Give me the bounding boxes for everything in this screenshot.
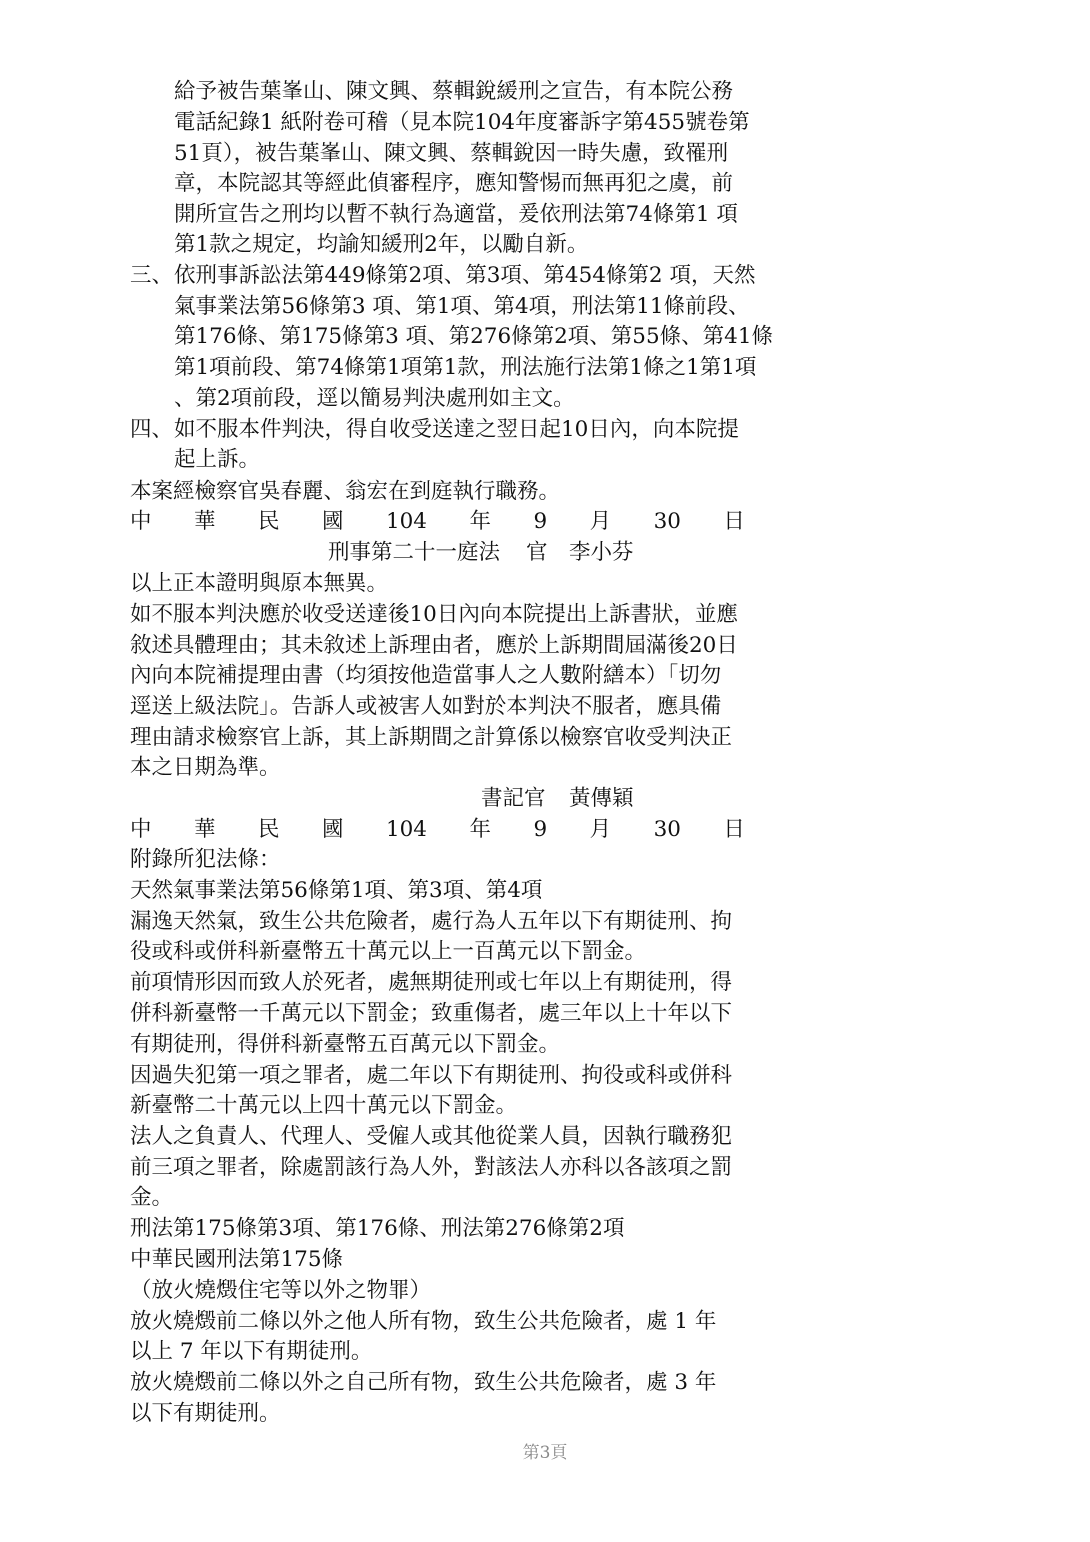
appendix-heading: 附錄所犯法條： xyxy=(130,847,281,872)
paragraph-line: 第1款之規定，均諭知緩刑2年，以勵自新。 xyxy=(174,232,589,257)
date-year: 104 xyxy=(385,509,427,534)
appendix-line: 役或科或併科新臺幣五十萬元以上一百萬元以下罰金。 xyxy=(130,939,647,964)
date-char: 月 xyxy=(589,509,612,534)
appendix-line: 金。 xyxy=(130,1185,174,1210)
appeal-notice-line: 如不服本判決應於收受送達後10日內向本院提出上訴書狀，並應 xyxy=(130,602,738,627)
appeal-notice-line: 逕送上級法院」。告訴人或被害人如對於本判決不服者，應具備 xyxy=(130,694,722,719)
clerk-title: 書記官 xyxy=(481,786,546,811)
appendix-line: 因過失犯第一項之罪者，處二年以下有期徒刑、拘役或科或併科 xyxy=(130,1063,733,1088)
appendix-line: 中華民國刑法第175條 xyxy=(130,1247,344,1272)
item-number-3: 三、 xyxy=(130,263,174,288)
date-char: 年 xyxy=(469,817,491,842)
appendix-line: 前三項之罪者，除處罰該行為人外，對該法人亦科以各該項之罰 xyxy=(130,1155,733,1180)
appendix-line: 有期徒刑，得併科新臺幣五百萬元以下罰金。 xyxy=(130,1032,561,1057)
paragraph-line: 開所宣告之刑均以暫不執行為適當，爰依刑法第74條第1 項 xyxy=(174,202,738,227)
date-char: 華 xyxy=(193,817,216,842)
certify-line: 以上正本證明與原本無異。 xyxy=(130,571,389,596)
appendix-line: 漏逸天然氣，致生公共危險者，處行為人五年以下有期徒刑、拘 xyxy=(130,909,733,934)
appendix-line: （放火燒燬住宅等以外之物罪） xyxy=(130,1278,432,1303)
clerk-name: 黃傳穎 xyxy=(569,786,634,811)
date-char: 國 xyxy=(321,509,344,534)
judge-title: 官 xyxy=(526,540,548,565)
item-3-line: 依刑事訴訟法第449條第2項、第3項、第454條第2 項，天然 xyxy=(174,263,756,288)
date-char: 月 xyxy=(589,817,612,842)
date-year: 104 xyxy=(385,817,427,842)
appeal-notice-line: 敘述具體理由；其未敘述上訴理由者，應於上訴期間屆滿後20日 xyxy=(130,633,738,658)
item-3-line: 第176條、第175條第3 項、第276條第2項、第55條、第41條 xyxy=(174,324,774,349)
prosecutor-line: 本案經檢察官吳春麗、翁宏在到庭執行職務。 xyxy=(130,479,561,504)
appendix-line: 放火燒燬前二條以外之他人所有物，致生公共危險者，處 1 年 xyxy=(130,1309,717,1334)
paragraph-line: 給予被告葉峯山、陳文興、蔡輯銳緩刑之宣告，有本院公務 xyxy=(174,79,734,104)
appendix-line: 天然氣事業法第56條第1項、第3項、第4項 xyxy=(130,878,543,903)
date-char: 民 xyxy=(257,509,280,534)
item-3-line: 第1項前段、第74條第1項第1款，刑法施行法第1條之1第1項 xyxy=(174,355,757,380)
date-char: 華 xyxy=(193,509,216,534)
date-char: 年 xyxy=(469,509,491,534)
date-day: 30 xyxy=(653,509,681,534)
date-char: 中 xyxy=(130,509,152,534)
appeal-notice-line: 理由請求檢察官上訴，其上訴期間之計算係以檢察官收受判決正 xyxy=(130,725,733,750)
date-month: 9 xyxy=(533,509,548,534)
appendix-line: 放火燒燬前二條以外之自己所有物，致生公共危險者，處 3 年 xyxy=(130,1370,717,1395)
appendix-line: 刑法第175條第3項、第176條、刑法第276條第2項 xyxy=(130,1216,625,1241)
date-day: 30 xyxy=(653,817,681,842)
court-name: 刑事第二十一庭法 xyxy=(328,540,501,565)
appendix-line: 併科新臺幣一千萬元以下罰金；致重傷者，處三年以上十年以下 xyxy=(130,1001,733,1026)
item-3-line: 氣事業法第56條第3 項、第1項、第4項，刑法第11條前段、 xyxy=(174,294,750,319)
date-month: 9 xyxy=(533,817,548,842)
date-char: 民 xyxy=(257,817,280,842)
date-char: 中 xyxy=(130,817,152,842)
appendix-line: 以上 7 年以下有期徒刑。 xyxy=(130,1339,373,1364)
date-char: 日 xyxy=(723,817,745,842)
paragraph-line: 電話紀錄1 紙附卷可稽（見本院104年度審訴字第455號卷第 xyxy=(174,110,750,135)
page-number: 第3頁 xyxy=(522,1443,568,1463)
judgment-date xyxy=(130,507,745,537)
appendix-line: 前項情形因而致人於死者，處無期徒刑或七年以上有期徒刑，得 xyxy=(130,970,733,995)
item-number-4: 四、 xyxy=(130,417,174,442)
appendix-line: 新臺幣二十萬元以上四十萬元以下罰金。 xyxy=(130,1093,518,1118)
date-char: 日 xyxy=(723,509,745,534)
appendix-line: 法人之負責人、代理人、受僱人或其他從業人員，因執行職務犯 xyxy=(130,1124,733,1149)
paragraph-line: 51頁），被告葉峯山、陳文興、蔡輯銳因一時失慮，致罹刑 xyxy=(174,141,729,166)
clerk-date xyxy=(130,815,745,845)
appendix-line: 以下有期徒刑。 xyxy=(130,1401,281,1426)
item-4-line: 起上訴。 xyxy=(174,447,261,472)
judge-name: 李小芬 xyxy=(569,540,634,565)
appeal-notice-line: 內向本院補提理由書（均須按他造當事人之人數附繕本）「切勿 xyxy=(130,663,722,688)
appeal-notice-line: 本之日期為準。 xyxy=(130,755,281,780)
item-4-line: 如不服本件判決，得自收受送達之翌日起10日內，向本院提 xyxy=(174,417,739,442)
paragraph-line: 章，本院認其等經此偵審程序，應知警惕而無再犯之虞，前 xyxy=(174,171,734,196)
item-3-line: 、第2項前段，逕以簡易判決處刑如主文。 xyxy=(174,386,575,411)
date-char: 國 xyxy=(321,817,344,842)
